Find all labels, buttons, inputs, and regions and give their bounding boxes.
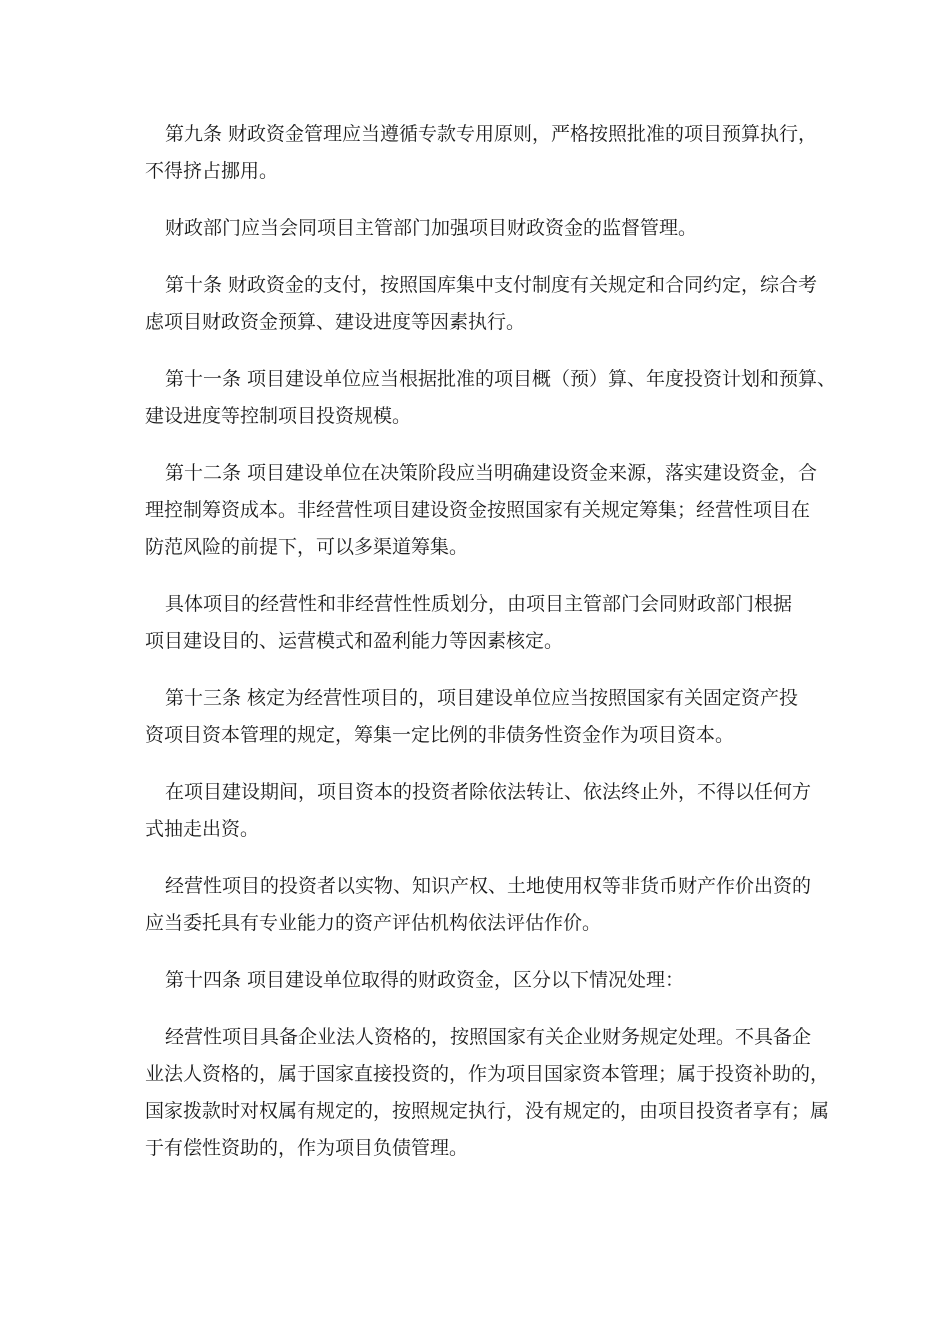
paragraph [145, 116, 818, 190]
paragraph-line: 不得挤占挪用。 [145, 160, 279, 182]
paragraph-line: 国家拨款时对权属有规定的，按照规定执行，没有规定的，由项目投资者享有；属 [145, 1100, 830, 1122]
paragraph-line: 式抽走出资。 [145, 818, 260, 840]
paragraph-line: 第十一条 项目建设单位应当根据批准的项目概（预）算、年度投资计划和预算、 [165, 368, 837, 390]
paragraph-line: 具体项目的经营性和非经营性性质划分，由项目主管部门会同财政部门根据 [165, 593, 793, 615]
paragraph-line: 第十二条 项目建设单位在决策阶段应当明确建设资金来源，落实建设资金，合 [165, 462, 818, 484]
paragraph [145, 361, 837, 435]
document-page [145, 116, 837, 1187]
paragraph-line: 项目建设目的、运营模式和盈利能力等因素核定。 [145, 630, 564, 652]
paragraph [145, 774, 813, 848]
paragraph [145, 586, 813, 660]
paragraph-line: 业法人资格的，属于国家直接投资的，作为项目国家资本管理；属于投资补助的， [145, 1063, 830, 1085]
paragraph [145, 267, 818, 341]
paragraph-line: 经营性项目的投资者以实物、知识产权、土地使用权等非货币财产作价出资的 [165, 875, 812, 897]
paragraph-line: 应当委托具有专业能力的资产评估机构依法评估作价。 [145, 912, 602, 934]
paragraph-line: 在项目建设期间，项目资本的投资者除依法转让、依法终止外，不得以任何方 [165, 781, 812, 803]
paragraph-line: 财政部门应当会同项目主管部门加强项目财政资金的监督管理。 [165, 217, 698, 239]
paragraph-line: 理控制筹资成本。非经营性项目建设资金按照国家有关规定筹集；经营性项目在 [145, 499, 811, 521]
paragraph [145, 455, 818, 566]
paragraph-line: 经营性项目具备企业法人资格的，按照国家有关企业财务规定处理。不具备企 [165, 1026, 812, 1048]
paragraph-line: 第十四条 项目建设单位取得的财政资金，区分以下情况处理： [165, 969, 685, 991]
paragraph [145, 868, 813, 942]
paragraph [145, 210, 813, 247]
paragraph [145, 680, 813, 754]
paragraph-line: 虑项目财政资金预算、建设进度等因素执行。 [145, 311, 526, 333]
paragraph-line: 第九条 财政资金管理应当遵循专款专用原则，严格按照批准的项目预算执行， [165, 123, 818, 145]
paragraph-line: 于有偿性资助的，作为项目负债管理。 [145, 1137, 469, 1159]
paragraph-line: 第十条 财政资金的支付，按照国库集中支付制度有关规定和合同约定，综合考 [165, 274, 818, 296]
paragraph-line: 第十三条 核定为经营性项目的，项目建设单位应当按照国家有关固定资产投 [165, 687, 799, 709]
paragraph [145, 962, 813, 999]
paragraph-line: 防范风险的前提下，可以多渠道筹集。 [145, 536, 469, 558]
paragraph [145, 1019, 830, 1167]
paragraph-line: 建设进度等控制项目投资规模。 [145, 405, 412, 427]
paragraph-line: 资项目资本管理的规定，筹集一定比例的非债务性资金作为项目资本。 [145, 724, 735, 746]
